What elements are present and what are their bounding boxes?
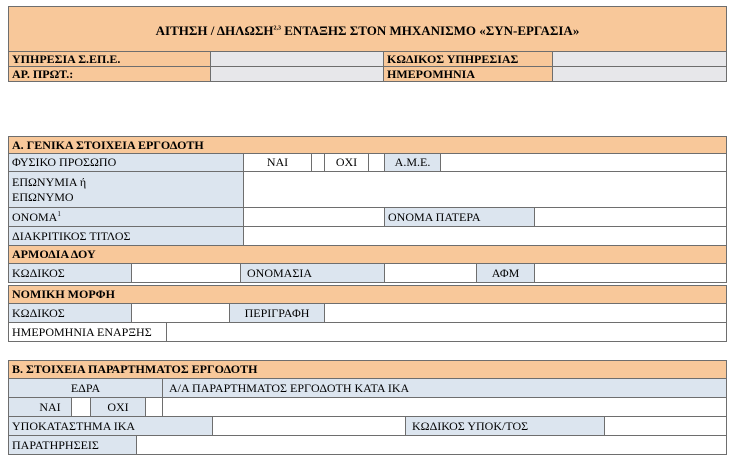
section-a-title: Α. ΓΕΝΙΚΑ ΣΤΟΙΧΕΙΑ ΕΡΓΟΔΟΤΗ — [8, 136, 727, 154]
afm-field[interactable] — [534, 263, 727, 283]
seat-yes-label: ΝΑΙ — [8, 397, 72, 417]
legal-form-description-label: ΠΕΡΙΓΡΑΦΗ — [229, 303, 325, 323]
date-field[interactable] — [552, 66, 727, 82]
company-name-field[interactable] — [243, 171, 727, 208]
first-name-field[interactable] — [243, 207, 385, 227]
natural-person-yes-checkbox[interactable] — [311, 153, 325, 172]
legal-form-description-field[interactable] — [324, 303, 727, 323]
company-name-label-line1: ΕΠΩΝΥΜΙΑ ή — [12, 175, 87, 189]
afm-label: ΑΦΜ — [476, 263, 535, 283]
natural-person-no-label: ΟΧΙ — [324, 153, 369, 172]
sub-branch-code-label: ΚΩΔΙΚΟΣ ΥΠΟΚ/ΤΟΣ — [405, 416, 605, 436]
seat-label: ΕΔΡΑ — [8, 378, 163, 398]
seat-no-checkbox[interactable] — [145, 397, 163, 417]
first-name-label-text: ΟΝΟΜΑ — [12, 210, 58, 224]
service-label: ΥΠΗΡΕΣΙΑ Σ.ΕΠ.Ε. — [8, 51, 211, 67]
form-title-main: ΑΙΤΗΣΗ / ΔΗΛΩΣΗ — [155, 23, 274, 38]
natural-person-yes-label: ΝΑΙ — [243, 153, 312, 172]
seat-no-label: ΟΧΙ — [90, 397, 146, 417]
legal-form-code-field[interactable] — [131, 303, 230, 323]
tax-office-code-field[interactable] — [131, 263, 241, 283]
tax-office-code-label: ΚΩΔΙΚΟΣ — [8, 263, 132, 283]
natural-person-no-checkbox[interactable] — [368, 153, 385, 172]
protocol-label: ΑΡ. ΠΡΩΤ.: — [8, 66, 211, 82]
service-code-field[interactable] — [552, 51, 727, 67]
ika-branch-field[interactable] — [212, 416, 406, 436]
trade-name-label: ΔΙΑΚΡΙΤΙΚΟΣ ΤΙΤΛΟΣ — [8, 226, 244, 246]
natural-person-label: ΦΥΣΙΚΟ ΠΡΟΣΩΠΟ — [8, 153, 244, 172]
date-label: ΗΜΕΡΟΜΗΝΙΑ — [383, 66, 553, 82]
remarks-field[interactable] — [136, 435, 727, 455]
first-name-label — [8, 207, 244, 227]
protocol-field[interactable] — [210, 66, 384, 82]
trade-name-field[interactable] — [243, 226, 727, 246]
start-date-label: ΗΜΕΡΟΜΗΝΙΑ ΕΝΑΡΞΗΣ — [8, 322, 167, 342]
form-title — [8, 6, 727, 52]
section-b-title: Β. ΣΤΟΙΧΕΙΑ ΠΑΡΑΡΤΗΜΑΤΟΣ ΕΡΓΟΔΟΤΗ — [8, 360, 727, 379]
remarks-label: ΠΑΡΑΤΗΡΗΣΕΙΣ — [8, 435, 137, 455]
seat-yes-checkbox[interactable] — [71, 397, 91, 417]
form-title-footnote: 2,3 — [273, 25, 282, 32]
legal-form-title: ΝΟΜΙΚΗ ΜΟΡΦΗ — [8, 285, 727, 304]
ame-label: Α.Μ.Ε. — [384, 153, 441, 172]
father-name-label: ΟΝΟΜΑ ΠΑΤΕΡΑ — [384, 207, 535, 227]
form-title-rest: ΕΝΤΑΞΗΣ ΣΤΟΝ ΜΗΧΑΝΙΣΜΟ «ΣΥΝ-ΕΡΓΑΣΙΑ» — [281, 23, 580, 38]
first-name-footnote: 1 — [57, 210, 61, 218]
company-name-label-line2: ΕΠΩΝΥΜΟ — [12, 190, 74, 204]
company-name-label — [8, 171, 244, 208]
sub-branch-code-field[interactable] — [604, 416, 727, 436]
service-field[interactable] — [210, 51, 384, 67]
ame-field[interactable] — [440, 153, 727, 172]
ika-branch-label: ΥΠΟΚΑΤΑΣΤΗΜΑ ΙΚΑ — [8, 416, 213, 436]
branch-number-field[interactable] — [162, 397, 727, 417]
branch-number-label: Α/Α ΠΑΡΑΡΤΗΜΑΤΟΣ ΕΡΓΟΔΟΤΗ ΚΑΤΑ ΙΚΑ — [162, 378, 727, 398]
service-code-label: ΚΩΔΙΚΟΣ ΥΠΗΡΕΣΙΑΣ — [383, 51, 553, 67]
tax-office-name-label: ΟΝΟΜΑΣΙΑ — [240, 263, 385, 283]
legal-form-code-label: ΚΩΔΙΚΟΣ — [8, 303, 132, 323]
start-date-field[interactable] — [166, 322, 727, 342]
father-name-field[interactable] — [534, 207, 727, 227]
tax-office-name-field[interactable] — [384, 263, 477, 283]
tax-office-title: ΑΡΜΟΔΙΑ ΔΟΥ — [8, 245, 727, 264]
